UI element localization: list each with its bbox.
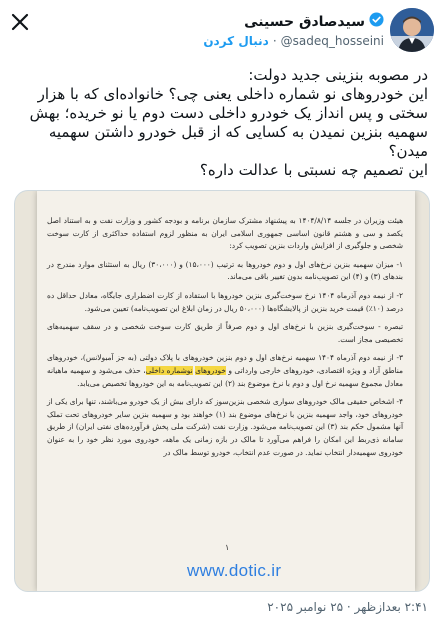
highlighted-text: خودروهای bbox=[195, 365, 226, 375]
tweet-header bbox=[0, 0, 442, 62]
avatar[interactable] bbox=[390, 8, 434, 52]
doc-item-3-start: ۳- از نیمه دوم آذرماه ۱۴۰۴ سهمیه نرخ‌های اول و دوم بنزین خودروهای با پلاک دولتی (به جز آمبولانس)، خودروهای مناطق آزاد و ویژه اقتصادی، خودروهای خارجی وارداتی و bbox=[47, 353, 404, 375]
follow-button[interactable]: دنبال کردن bbox=[203, 34, 269, 48]
doc-note: تبصره - سوخت‌گیری بنزین با نرخ‌های اول و دوم صرفاً از طریق کارت سوخت شخصی و در سقف سهمیه‌های تخصیصی مجاز است. bbox=[47, 322, 403, 344]
name-row bbox=[244, 12, 384, 31]
document-page bbox=[37, 191, 415, 591]
doc-item-3 bbox=[47, 352, 403, 390]
close-icon[interactable] bbox=[6, 8, 34, 36]
tweet-media-image[interactable] bbox=[14, 190, 430, 592]
doc-item-1: ۱- میزان سهمیه بنزین نرخ‌های اول و دوم خودروها به ترتیب (۱۵،۰۰۰) و (۳۰،۰۰۰) ریال به استثنای موارد مندرج در بندهای (۳) و (۴) این تصویب‌نامه بدون تغییر باقی می‌ماند. bbox=[47, 259, 403, 282]
page-number: ۱ bbox=[225, 543, 230, 552]
verified-badge-icon bbox=[369, 12, 384, 31]
handle-row bbox=[203, 34, 384, 48]
close-x-icon bbox=[11, 13, 29, 31]
tweet-timestamp[interactable]: ۲:۴۱ بعدازظهر · ۲۵ نوامبر ۲۰۲۵ bbox=[267, 600, 428, 614]
doc-item-2: ۲- از نیمه دوم آذرماه ۱۴۰۴ نرخ سوخت‌گیری بنزین خودروها با استفاده از کارت اضطراری جایگاه، معادل حداقل ده درصد (۱۰٪) قیمت خرید بنزین از پالایشگاه‌ها (۵۰،۰۰۰ ریال در زمان ابلاغ این تصویب‌نامه) تعیین می‌شود. bbox=[47, 290, 404, 313]
watermark: www.dotic.ir bbox=[187, 561, 282, 580]
display-name[interactable]: سیدصادق حسینی bbox=[244, 13, 365, 30]
highlighted-text: نوشماره داخلی bbox=[145, 365, 193, 375]
document-text bbox=[47, 215, 403, 465]
tweet-text bbox=[14, 66, 428, 180]
tweet-line: در مصوبه بنزینی جدید دولت: bbox=[248, 66, 428, 84]
separator-dot: · bbox=[272, 34, 277, 48]
doc-item-4: ۴- اشخاص حقیقی مالک خودروهای سواری شخصی بنزین‌سوز که دارای بیش از یک خودرو می‌باشند، تنها برای یکی از خودروهای خود، واجد سهمیه بنزین با نرخ‌های موضوع بند (۱) خواهند بود و سهمیه بنزین سایر خودروهای تحت تملک آنها مشمول حکم بند (۳) این تصویب‌نامه می‌شود. وزارت نفت (شرکت ملی پخش فرآورده‌های نفتی ایران) از طریق سامانه ذی‌ربط این امکان را فراهم می‌آورد تا مالک در بازه زمانی یک ماهه، خودروی مورد نظر خود را به عنوان خودروی سهمیه‌دار انتخاب نماید. در صورت عدم انتخاب، خودرو توسط مالک در bbox=[47, 397, 404, 457]
user-handle[interactable]: @sadeq_hosseini bbox=[280, 34, 384, 48]
tweet-line: این تصمیم چه نسبتی با عدالت داره؟ bbox=[199, 161, 428, 179]
doc-item-3-end: ، حذف می‌شود و سهمیه ماهیانه معادل مجموع سهمیه نرخ اول و دوم با نرخ موضوع بند (۲) این تصویب‌نامه به این خودروها تخصیص می‌یابد. bbox=[47, 365, 403, 388]
doc-intro: هیئت وزیران در جلسه ۱۴۰۴/۸/۱۴ به پیشنهاد مشترک سازمان برنامه و بودجه کشور و وزارت نفت و به استناد اصل یکصد و سی و هشتم قانون اساسی جمهوری اسلامی ایران به منظور لزوم استفاده حداکثری از کارت سوخت شخصی و جلوگیری از افزایش واردات بنزین تصویب کرد: bbox=[47, 216, 403, 251]
tweet-line: این خودروهای نو شماره داخلی یعنی چی؟ خانواده‌ای که با هزار سختی و پس انداز یک خودرو داخلی دست دوم یا نو خریده؛ بهش سهمیه بنزین نمیدن به کسایی که از قبل خودرو داشتن سهمیه میدن؟ bbox=[29, 85, 428, 160]
